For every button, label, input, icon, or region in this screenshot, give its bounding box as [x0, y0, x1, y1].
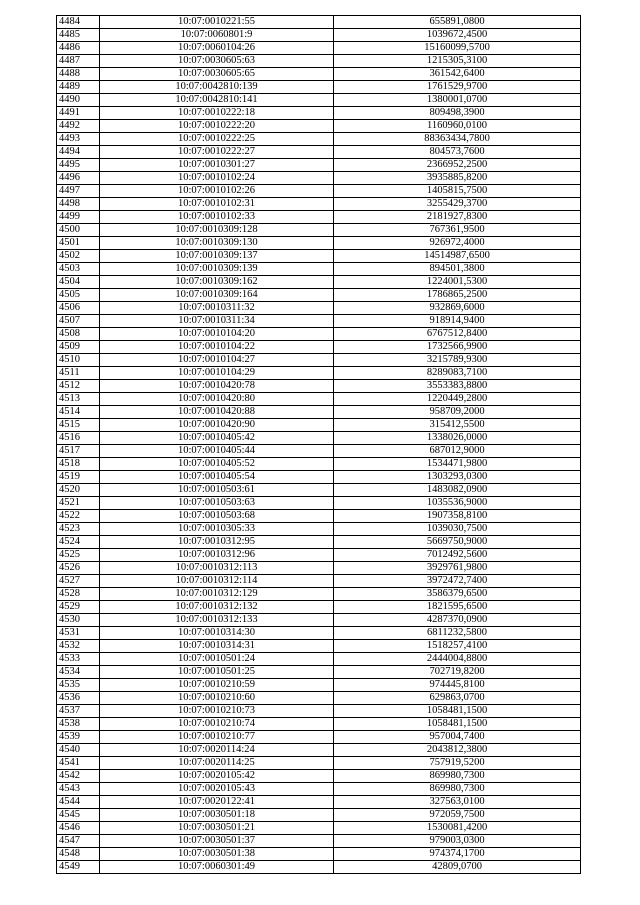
cadastral-value-cell: 972059,7500	[334, 809, 581, 822]
table-row	[57, 263, 581, 276]
cadastral-number-cell: 10:07:0010104:22	[100, 341, 334, 354]
table-row	[57, 159, 581, 172]
table-row	[57, 718, 581, 731]
row-number-cell: 4489	[57, 81, 100, 94]
row-number-cell: 4520	[57, 484, 100, 497]
cadastral-value-cell: 5669750,9000	[334, 536, 581, 549]
table-row	[57, 237, 581, 250]
table-row	[57, 627, 581, 640]
table-row	[57, 224, 581, 237]
row-number-cell: 4511	[57, 367, 100, 380]
cadastral-number-cell: 10:07:0010309:164	[100, 289, 334, 302]
cadastral-value-cell: 1786865,2500	[334, 289, 581, 302]
row-number-cell: 4493	[57, 133, 100, 146]
row-number-cell: 4524	[57, 536, 100, 549]
row-number-cell: 4529	[57, 601, 100, 614]
cadastral-value-cell: 6811232,5800	[334, 627, 581, 640]
cadastral-number-cell: 10:07:0020122:41	[100, 796, 334, 809]
cadastral-value-cell: 1534471,9800	[334, 458, 581, 471]
row-number-cell: 4518	[57, 458, 100, 471]
cadastral-value-cell: 809498,3900	[334, 107, 581, 120]
table-row	[57, 341, 581, 354]
table-row	[57, 835, 581, 848]
table-row	[57, 562, 581, 575]
cadastral-value-cell: 932869,6000	[334, 302, 581, 315]
row-number-cell: 4530	[57, 614, 100, 627]
cadastral-number-cell: 10:07:0010405:54	[100, 471, 334, 484]
cadastral-value-cell: 4287370,0900	[334, 614, 581, 627]
table-row	[57, 679, 581, 692]
table-row	[57, 133, 581, 146]
cadastral-value-cell: 8289083,7100	[334, 367, 581, 380]
cadastral-value-cell: 14514987,6500	[334, 250, 581, 263]
table-row	[57, 432, 581, 445]
cadastral-number-cell: 10:07:0010102:26	[100, 185, 334, 198]
cadastral-number-cell: 10:07:0010102:33	[100, 211, 334, 224]
row-number-cell: 4501	[57, 237, 100, 250]
table-row	[57, 81, 581, 94]
table-row	[57, 575, 581, 588]
cadastral-number-cell: 10:07:0010309:162	[100, 276, 334, 289]
row-number-cell: 4522	[57, 510, 100, 523]
row-number-cell: 4507	[57, 315, 100, 328]
row-number-cell: 4531	[57, 627, 100, 640]
table-row	[57, 770, 581, 783]
table-row	[57, 458, 581, 471]
cadastral-number-cell: 10:07:0042810:139	[100, 81, 334, 94]
cadastral-value-cell: 629863,0700	[334, 692, 581, 705]
cadastral-value-cell: 42809,0700	[334, 861, 581, 874]
cadastral-value-cell: 1518257,4100	[334, 640, 581, 653]
row-number-cell: 4535	[57, 679, 100, 692]
row-number-cell: 4516	[57, 432, 100, 445]
cadastral-value-cell: 3935885,8200	[334, 172, 581, 185]
table-row	[57, 523, 581, 536]
row-number-cell: 4485	[57, 29, 100, 42]
cadastral-number-cell: 10:07:0010314:30	[100, 627, 334, 640]
table-row	[57, 315, 581, 328]
table-row	[57, 289, 581, 302]
cadastral-number-cell: 10:07:0042810:141	[100, 94, 334, 107]
cadastral-value-cell: 361542,6400	[334, 68, 581, 81]
table-row	[57, 549, 581, 562]
cadastral-value-cell: 869980,7300	[334, 770, 581, 783]
row-number-cell: 4503	[57, 263, 100, 276]
cadastral-number-cell: 10:07:0020105:42	[100, 770, 334, 783]
row-number-cell: 4488	[57, 68, 100, 81]
table-row	[57, 484, 581, 497]
row-number-cell: 4523	[57, 523, 100, 536]
cadastral-number-cell: 10:07:0010301:27	[100, 159, 334, 172]
cadastral-value-cell: 327563,0100	[334, 796, 581, 809]
cadastral-number-cell: 10:07:0010102:31	[100, 198, 334, 211]
cadastral-number-cell: 10:07:0030605:63	[100, 55, 334, 68]
cadastral-value-cell: 979003,0300	[334, 835, 581, 848]
table-row	[57, 471, 581, 484]
cadastral-value-cell: 1058481,1500	[334, 705, 581, 718]
cadastral-value-cell: 1530081,4200	[334, 822, 581, 835]
cadastral-value-cell: 974374,1700	[334, 848, 581, 861]
table-row	[57, 276, 581, 289]
cadastral-value-cell: 1039030,7500	[334, 523, 581, 536]
row-number-cell: 4500	[57, 224, 100, 237]
cadastral-value-cell: 1380001,0700	[334, 94, 581, 107]
cadastral-number-cell: 10:07:0010222:25	[100, 133, 334, 146]
cadastral-value-cell: 3215789,9300	[334, 354, 581, 367]
cadastral-value-cell: 1907358,8100	[334, 510, 581, 523]
table-row	[57, 510, 581, 523]
cadastral-number-cell: 10:07:0020105:43	[100, 783, 334, 796]
cadastral-value-table	[56, 15, 581, 874]
table-row	[57, 809, 581, 822]
cadastral-value-cell: 88363434,7800	[334, 133, 581, 146]
cadastral-value-cell: 1224001,5300	[334, 276, 581, 289]
row-number-cell: 4521	[57, 497, 100, 510]
cadastral-number-cell: 10:07:0010420:78	[100, 380, 334, 393]
table-row	[57, 601, 581, 614]
table-row	[57, 42, 581, 55]
cadastral-value-cell: 918914,9400	[334, 315, 581, 328]
cadastral-number-cell: 10:07:0010210:77	[100, 731, 334, 744]
cadastral-number-cell: 10:07:0010210:74	[100, 718, 334, 731]
row-number-cell: 4499	[57, 211, 100, 224]
row-number-cell: 4512	[57, 380, 100, 393]
row-number-cell: 4547	[57, 835, 100, 848]
cadastral-value-cell: 3929761,9800	[334, 562, 581, 575]
cadastral-number-cell: 10:07:0060801:9	[100, 29, 334, 42]
cadastral-number-cell: 10:07:0010312:114	[100, 575, 334, 588]
table-row	[57, 757, 581, 770]
table-row	[57, 614, 581, 627]
row-number-cell: 4497	[57, 185, 100, 198]
table-row	[57, 198, 581, 211]
row-number-cell: 4517	[57, 445, 100, 458]
table-row	[57, 29, 581, 42]
cadastral-value-cell: 804573,7600	[334, 146, 581, 159]
row-number-cell: 4509	[57, 341, 100, 354]
row-number-cell: 4538	[57, 718, 100, 731]
table-row	[57, 692, 581, 705]
cadastral-value-cell: 957004,7400	[334, 731, 581, 744]
cadastral-number-cell: 10:07:0010104:20	[100, 328, 334, 341]
cadastral-value-cell: 1761529,9700	[334, 81, 581, 94]
table-body	[57, 16, 581, 874]
cadastral-number-cell: 10:07:0060301:49	[100, 861, 334, 874]
table-row	[57, 744, 581, 757]
row-number-cell: 4537	[57, 705, 100, 718]
cadastral-value-cell: 2366952,2500	[334, 159, 581, 172]
table-row	[57, 55, 581, 68]
table-row	[57, 497, 581, 510]
table-row	[57, 406, 581, 419]
cadastral-number-cell: 10:07:0010312:133	[100, 614, 334, 627]
cadastral-number-cell: 10:07:0010312:96	[100, 549, 334, 562]
cadastral-number-cell: 10:07:0010305:33	[100, 523, 334, 536]
cadastral-number-cell: 10:07:0010420:88	[100, 406, 334, 419]
table-row	[57, 796, 581, 809]
table-row	[57, 640, 581, 653]
row-number-cell: 4528	[57, 588, 100, 601]
row-number-cell: 4508	[57, 328, 100, 341]
row-number-cell: 4544	[57, 796, 100, 809]
table-row	[57, 783, 581, 796]
cadastral-value-cell: 1338026,0000	[334, 432, 581, 445]
row-number-cell: 4519	[57, 471, 100, 484]
cadastral-number-cell: 10:07:0060104:26	[100, 42, 334, 55]
table-row	[57, 250, 581, 263]
table-row	[57, 588, 581, 601]
table-row	[57, 146, 581, 159]
cadastral-number-cell: 10:07:0010311:32	[100, 302, 334, 315]
cadastral-number-cell: 10:07:0010503:63	[100, 497, 334, 510]
cadastral-number-cell: 10:07:0010102:24	[100, 172, 334, 185]
cadastral-value-cell: 757919,5200	[334, 757, 581, 770]
table-row	[57, 172, 581, 185]
table-row	[57, 848, 581, 861]
cadastral-number-cell: 10:07:0010420:80	[100, 393, 334, 406]
cadastral-value-cell: 1160960,0100	[334, 120, 581, 133]
table-row	[57, 445, 581, 458]
table-row	[57, 211, 581, 224]
row-number-cell: 4490	[57, 94, 100, 107]
cadastral-number-cell: 10:07:0010222:27	[100, 146, 334, 159]
cadastral-value-cell: 1035536,9000	[334, 497, 581, 510]
cadastral-number-cell: 10:07:0010309:128	[100, 224, 334, 237]
row-number-cell: 4533	[57, 653, 100, 666]
row-number-cell: 4536	[57, 692, 100, 705]
cadastral-value-cell: 926972,4000	[334, 237, 581, 250]
row-number-cell: 4498	[57, 198, 100, 211]
row-number-cell: 4496	[57, 172, 100, 185]
row-number-cell: 4527	[57, 575, 100, 588]
row-number-cell: 4484	[57, 16, 100, 29]
row-number-cell: 4540	[57, 744, 100, 757]
cadastral-number-cell: 10:07:0010221:55	[100, 16, 334, 29]
table-row	[57, 861, 581, 874]
cadastral-value-cell: 7012492,5600	[334, 549, 581, 562]
cadastral-value-cell: 894501,3800	[334, 263, 581, 276]
cadastral-number-cell: 10:07:0010222:18	[100, 107, 334, 120]
cadastral-number-cell: 10:07:0030501:37	[100, 835, 334, 848]
table-row	[57, 731, 581, 744]
cadastral-number-cell: 10:07:0010312:95	[100, 536, 334, 549]
cadastral-value-cell: 3972472,7400	[334, 575, 581, 588]
row-number-cell: 4515	[57, 419, 100, 432]
cadastral-number-cell: 10:07:0010501:25	[100, 666, 334, 679]
cadastral-number-cell: 10:07:0030501:21	[100, 822, 334, 835]
table-row	[57, 822, 581, 835]
cadastral-number-cell: 10:07:0010210:73	[100, 705, 334, 718]
row-number-cell: 4539	[57, 731, 100, 744]
cadastral-number-cell: 10:07:0020114:25	[100, 757, 334, 770]
row-number-cell: 4513	[57, 393, 100, 406]
cadastral-number-cell: 10:07:0010405:44	[100, 445, 334, 458]
row-number-cell: 4487	[57, 55, 100, 68]
row-number-cell: 4549	[57, 861, 100, 874]
table-row	[57, 367, 581, 380]
cadastral-value-cell: 315412,5500	[334, 419, 581, 432]
cadastral-number-cell: 10:07:0010312:129	[100, 588, 334, 601]
cadastral-value-cell: 2181927,8300	[334, 211, 581, 224]
cadastral-value-cell: 974445,8100	[334, 679, 581, 692]
cadastral-value-cell: 869980,7300	[334, 783, 581, 796]
cadastral-number-cell: 10:07:0010104:29	[100, 367, 334, 380]
cadastral-number-cell: 10:07:0030501:38	[100, 848, 334, 861]
row-number-cell: 4526	[57, 562, 100, 575]
cadastral-number-cell: 10:07:0010405:42	[100, 432, 334, 445]
cadastral-number-cell: 10:07:0010314:31	[100, 640, 334, 653]
row-number-cell: 4510	[57, 354, 100, 367]
row-number-cell: 4514	[57, 406, 100, 419]
table-row	[57, 68, 581, 81]
cadastral-value-cell: 1483082,0900	[334, 484, 581, 497]
row-number-cell: 4542	[57, 770, 100, 783]
cadastral-number-cell: 10:07:0010503:68	[100, 510, 334, 523]
cadastral-value-cell: 1039672,4500	[334, 29, 581, 42]
cadastral-number-cell: 10:07:0010210:60	[100, 692, 334, 705]
cadastral-number-cell: 10:07:0010309:137	[100, 250, 334, 263]
row-number-cell: 4532	[57, 640, 100, 653]
table-row	[57, 302, 581, 315]
row-number-cell: 4546	[57, 822, 100, 835]
table-row	[57, 419, 581, 432]
row-number-cell: 4486	[57, 42, 100, 55]
cadastral-number-cell: 10:07:0010405:52	[100, 458, 334, 471]
cadastral-number-cell: 10:07:0010503:61	[100, 484, 334, 497]
table-row	[57, 393, 581, 406]
cadastral-number-cell: 10:07:0010309:139	[100, 263, 334, 276]
table-row	[57, 107, 581, 120]
cadastral-number-cell: 10:07:0030501:18	[100, 809, 334, 822]
row-number-cell: 4534	[57, 666, 100, 679]
table-row	[57, 536, 581, 549]
cadastral-value-cell: 3553383,8800	[334, 380, 581, 393]
cadastral-number-cell: 10:07:0010420:90	[100, 419, 334, 432]
row-number-cell: 4492	[57, 120, 100, 133]
table-row	[57, 354, 581, 367]
cadastral-value-cell: 15160099,5700	[334, 42, 581, 55]
cadastral-number-cell: 10:07:0010210:59	[100, 679, 334, 692]
row-number-cell: 4502	[57, 250, 100, 263]
table-row	[57, 16, 581, 29]
row-number-cell: 4494	[57, 146, 100, 159]
cadastral-value-cell: 1303293,0300	[334, 471, 581, 484]
table-row	[57, 380, 581, 393]
cadastral-value-cell: 1220449,2800	[334, 393, 581, 406]
cadastral-value-cell: 3255429,3700	[334, 198, 581, 211]
cadastral-value-cell: 1215305,3100	[334, 55, 581, 68]
row-number-cell: 4545	[57, 809, 100, 822]
cadastral-value-cell: 1058481,1500	[334, 718, 581, 731]
cadastral-value-cell: 655891,0800	[334, 16, 581, 29]
cadastral-value-cell: 1732566,9900	[334, 341, 581, 354]
row-number-cell: 4506	[57, 302, 100, 315]
cadastral-number-cell: 10:07:0020114:24	[100, 744, 334, 757]
cadastral-number-cell: 10:07:0010309:130	[100, 237, 334, 250]
cadastral-value-cell: 6767512,8400	[334, 328, 581, 341]
row-number-cell: 4548	[57, 848, 100, 861]
table-row	[57, 185, 581, 198]
table-row	[57, 94, 581, 107]
table-row	[57, 120, 581, 133]
row-number-cell: 4491	[57, 107, 100, 120]
table-row	[57, 653, 581, 666]
cadastral-number-cell: 10:07:0010222:20	[100, 120, 334, 133]
cadastral-value-cell: 3586379,6500	[334, 588, 581, 601]
cadastral-number-cell: 10:07:0010311:34	[100, 315, 334, 328]
row-number-cell: 4541	[57, 757, 100, 770]
cadastral-value-cell: 767361,9500	[334, 224, 581, 237]
cadastral-number-cell: 10:07:0010501:24	[100, 653, 334, 666]
table-row	[57, 666, 581, 679]
cadastral-value-cell: 1821595,6500	[334, 601, 581, 614]
cadastral-value-cell: 2444004,8800	[334, 653, 581, 666]
table-row	[57, 705, 581, 718]
row-number-cell: 4505	[57, 289, 100, 302]
cadastral-number-cell: 10:07:0010104:27	[100, 354, 334, 367]
row-number-cell: 4543	[57, 783, 100, 796]
cadastral-value-cell: 687012,9000	[334, 445, 581, 458]
cadastral-value-cell: 2043812,3800	[334, 744, 581, 757]
cadastral-value-cell: 958709,2000	[334, 406, 581, 419]
table-row	[57, 328, 581, 341]
row-number-cell: 4504	[57, 276, 100, 289]
row-number-cell: 4525	[57, 549, 100, 562]
cadastral-number-cell: 10:07:0010312:132	[100, 601, 334, 614]
cadastral-number-cell: 10:07:0010312:113	[100, 562, 334, 575]
cadastral-number-cell: 10:07:0030605:65	[100, 68, 334, 81]
cadastral-value-cell: 702719,8200	[334, 666, 581, 679]
row-number-cell: 4495	[57, 159, 100, 172]
cadastral-value-cell: 1405815,7500	[334, 185, 581, 198]
